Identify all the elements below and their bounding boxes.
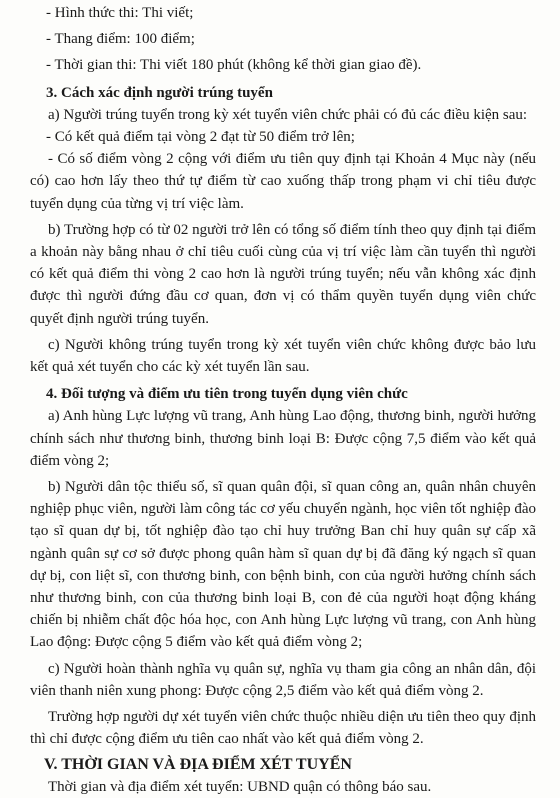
section-3-a-item-1: - Có kết quả điểm tại vòng 2 đạt từ 50 điểm trở lên; bbox=[46, 129, 355, 146]
section-3-a-intro: a) Người trúng tuyển trong kỳ xét tuyển viên chức phải có đủ các điều kiện sau: bbox=[48, 106, 528, 123]
section-4-heading: 4. Đối tượng và điểm ưu tiên trong tuyển dụng viên chức bbox=[46, 386, 408, 403]
section-4-b: b) Người dân tộc thiểu số, sĩ quan quân đội, sĩ quan công an, quân nhân chuyên nghiệp phục viên, người làm công tác cơ yếu chuyển ngành, học viên tốt nghiệp đào tạo sĩ quan dự bị, tốt nghiệp đào tạo chỉ huy trưởng Ban chỉ huy quân sự cấp xã ngành quân sự cơ sở được phong quân hàm sĩ quan dự bị đã đăng ký ngạch sĩ quan dự bị, con liệt sĩ, con thương binh, con bệnh binh, con của người hưởng chính sách như thương binh, con của thương binh loại B, con đẻ của người hoạt động kháng chiến bị nhiễm chất độc hóa học, con Anh hùng Lực lượng vũ trang, con Anh hùng Lao động: Được cộng 5 điểm vào kết quả điểm vòng 2; bbox=[30, 479, 536, 651]
exam-scale-item: - Thang điểm: 100 điểm; bbox=[46, 31, 195, 48]
section-4-a: a) Anh hùng Lực lượng vũ trang, Anh hùng Lao động, thương binh, người hưởng chính sách như thương binh, thương binh loại B: Được cộng 7,5 điểm vào kết quả điểm vòng 2; bbox=[30, 408, 536, 469]
section-3-b: b) Trường hợp có từ 02 người trở lên có tổng số điểm tính theo quy định tại điểm a khoản này bằng nhau ở chỉ tiêu cuối cùng của vị trí việc làm cần tuyển thì người có kết quả điểm thi vòng 2 cao hơn là người trúng tuyển; nếu vẫn không xác định được thì người đứng đầu cơ quan, đơn vị có thẩm quyền tuyển dụng viên chức quyết định người trúng tuyển. bbox=[30, 221, 536, 327]
section-5-body: Thời gian và địa điểm xét tuyển: UBND quận có thông báo sau. bbox=[48, 778, 432, 795]
section-4-c: c) Người hoàn thành nghĩa vụ quân sự, nghĩa vụ tham gia công an nhân dân, đội viên thanh niên xung phong: Được cộng 2,5 điểm vào kết quả điểm vòng 2. bbox=[30, 660, 536, 699]
exam-duration-item: - Thời gian thi: Thi viết 180 phút (không kể thời gian giao đề). bbox=[46, 57, 422, 74]
section-3-c: c) Người không trúng tuyển trong kỳ xét tuyển viên chức không được bảo lưu kết quả xét tuyển cho các kỳ xét tuyển lần sau. bbox=[30, 336, 536, 376]
section-3-heading: 3. Cách xác định người trúng tuyển bbox=[46, 84, 273, 101]
section-3-a-item-2: - Có số điểm vòng 2 cộng với điểm ưu tiên quy định tại Khoản 4 Mục này (nếu có) cao hơn lấy theo thứ tự điểm từ cao xuống thấp trong phạm vi chỉ tiêu được tuyển dụng của từng vị trí việc làm. bbox=[30, 151, 536, 212]
section-5-heading: V. THỜI GIAN VÀ ĐỊA ĐIỂM XÉT TUYỂN bbox=[44, 755, 352, 773]
exam-format-item: - Hình thức thi: Thi viết; bbox=[46, 5, 194, 21]
section-4-note: Trường hợp người dự xét tuyển viên chức thuộc nhiều diện ưu tiên theo quy định thì chỉ được cộng điểm ưu tiên cao nhất vào kết quả điểm vòng 2. bbox=[30, 709, 536, 748]
